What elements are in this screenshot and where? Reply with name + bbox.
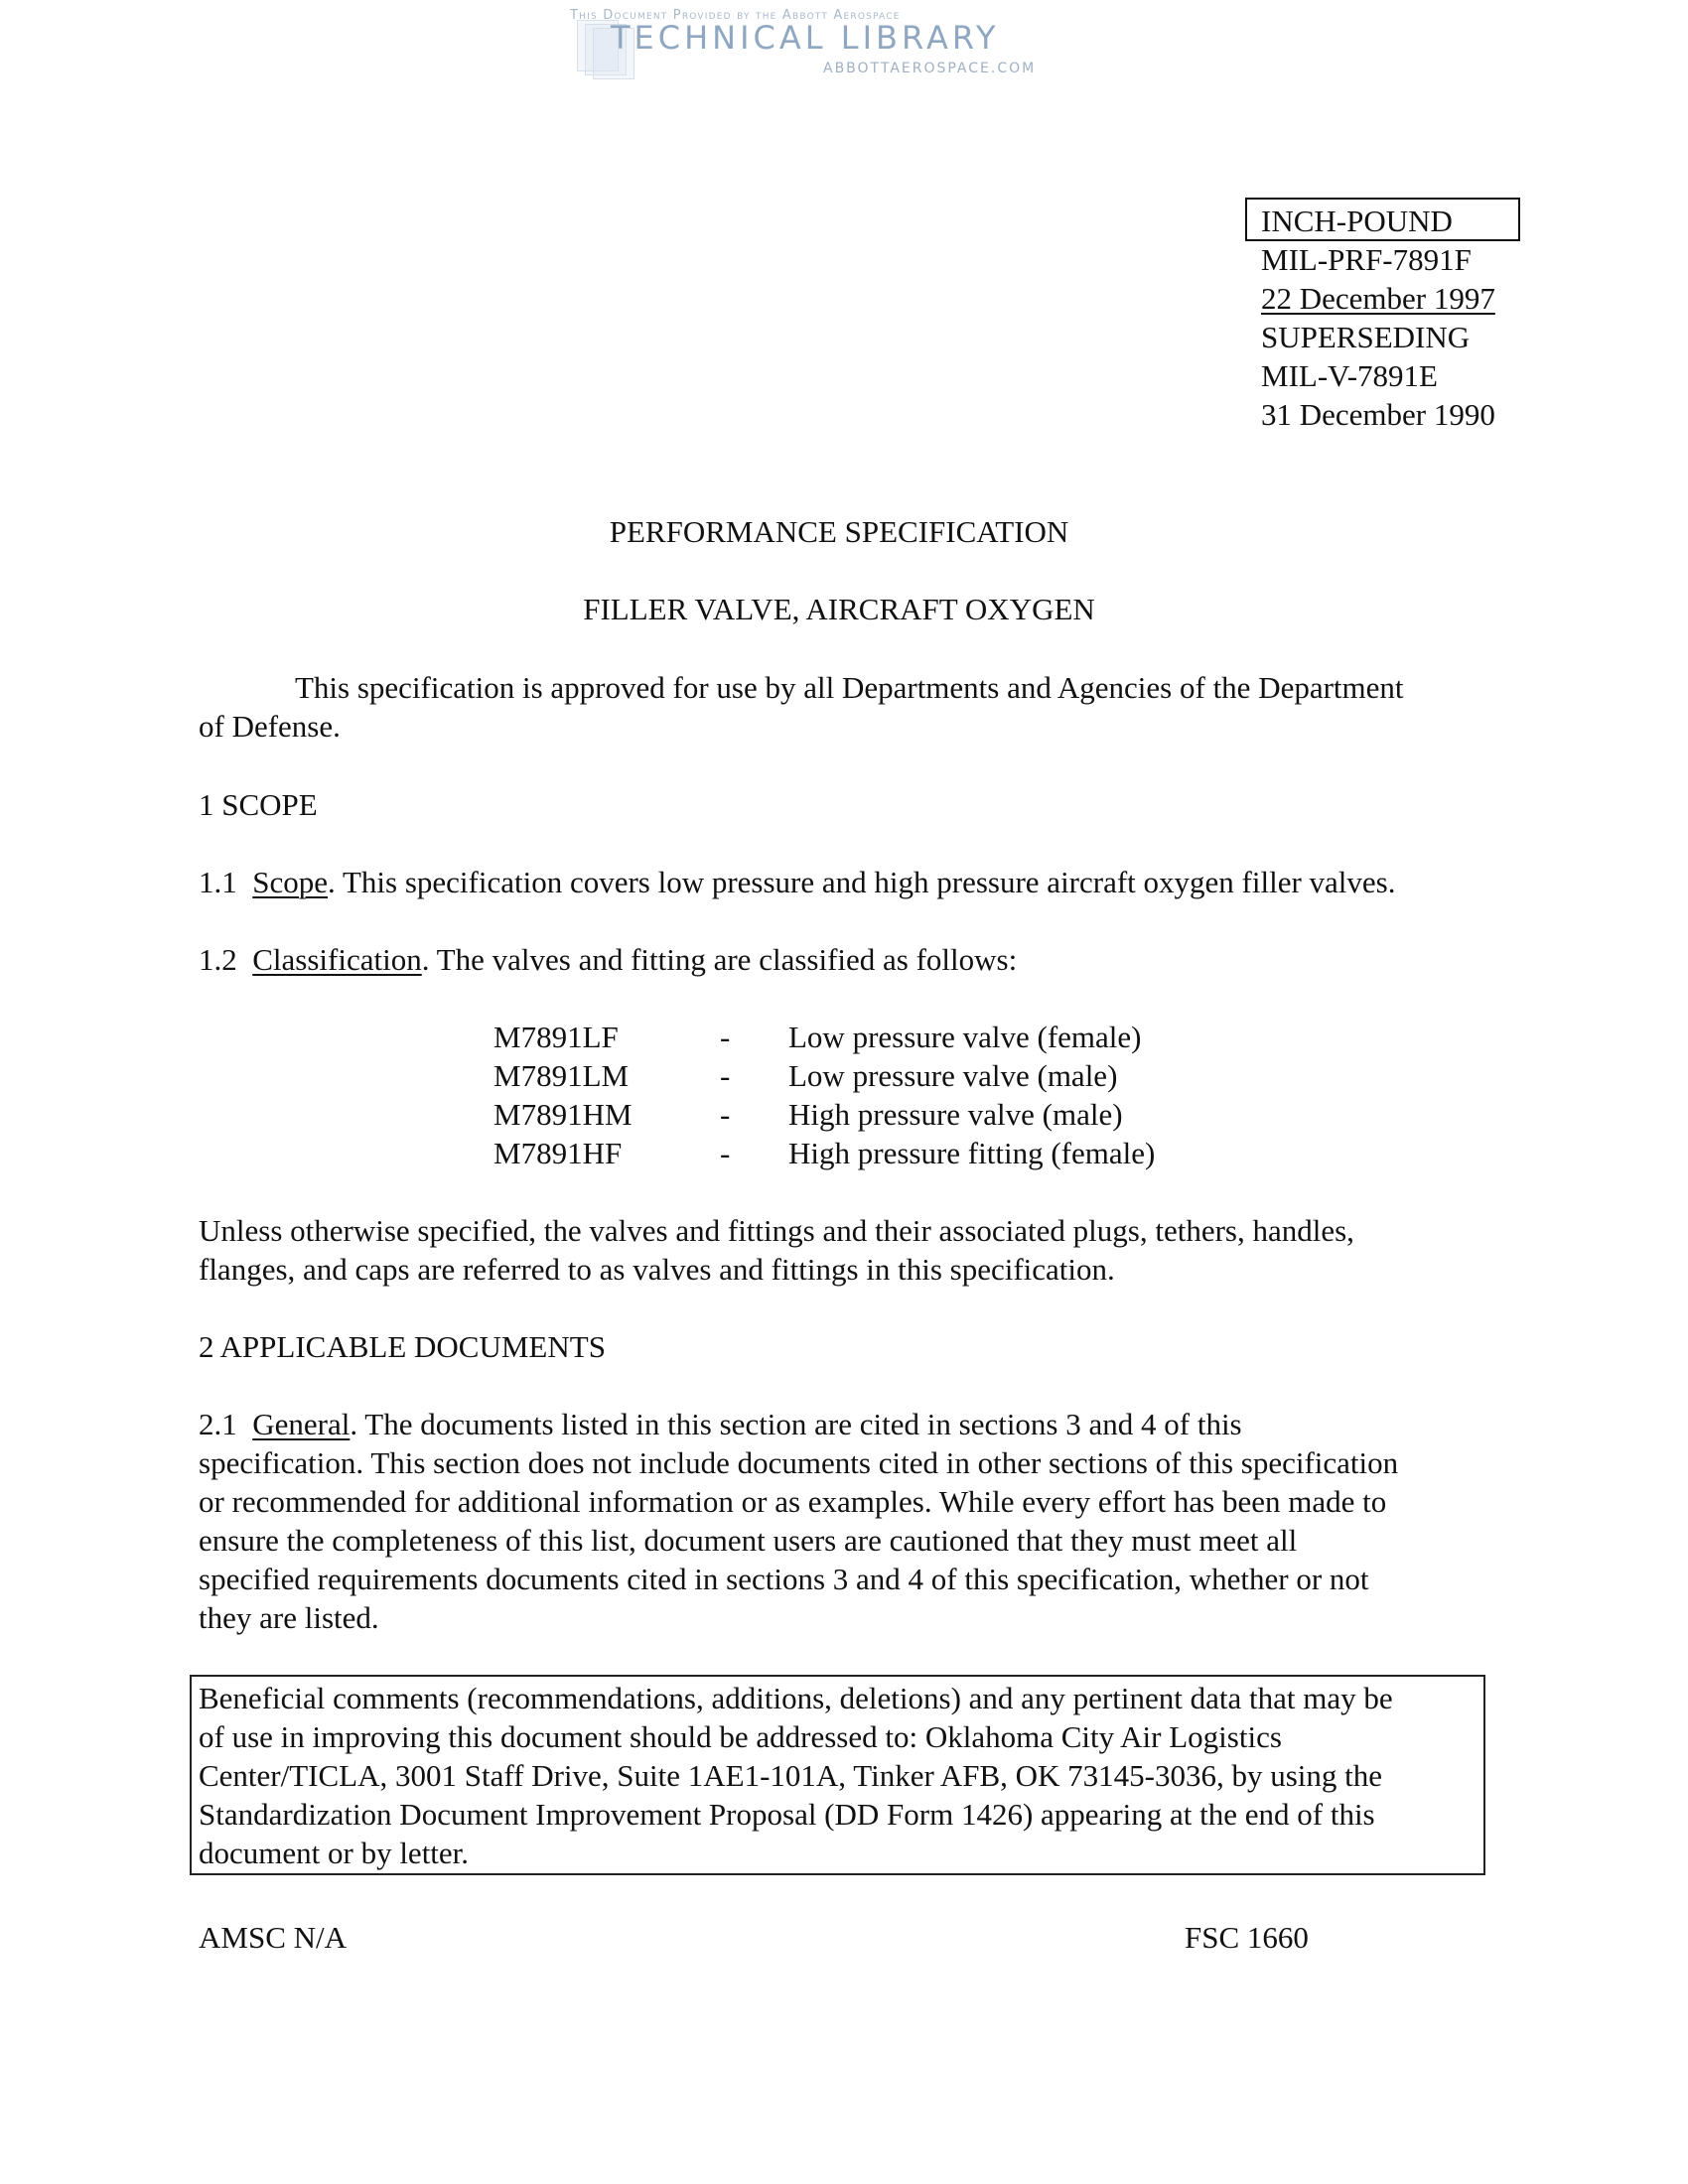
paragraph-title: Scope <box>252 865 329 899</box>
approval-statement-line2: of Defense. <box>199 709 341 744</box>
amsc-code: AMSC N/A <box>199 1920 348 1955</box>
item-description: Low pressure valve (male) <box>788 1058 1118 1093</box>
paragraph-2-1-line2: specification. This section does not include documents cited in other sections of this specification <box>199 1445 1399 1480</box>
item-dash: - <box>720 1020 731 1054</box>
document-date: 22 December 1997 <box>1261 281 1495 316</box>
item-dash: - <box>720 1097 731 1132</box>
watermark-title: TECHNICAL LIBRARY <box>611 19 1000 57</box>
section-2-heading: 2 APPLICABLE DOCUMENTS <box>199 1329 606 1364</box>
paragraph-title: Classification <box>252 942 422 977</box>
paragraph-1-2 <box>199 944 1017 975</box>
superseded-number: MIL-V-7891E <box>1261 358 1438 393</box>
comments-line2: of use in improving this document should be addressed to: Oklahoma City Air Logistics <box>199 1719 1282 1754</box>
approval-statement-line1: This specification is approved for use by all Departments and Agencies of the Department <box>295 670 1404 705</box>
fsc-code: FSC 1660 <box>1185 1920 1309 1955</box>
superseded-date: 31 December 1990 <box>1261 397 1495 432</box>
paragraph-text: . The valves and fitting are classified as follows: <box>421 942 1018 977</box>
classification-note-line1: Unless otherwise specified, the valves and fittings and their associated plugs, tethers, handles, <box>199 1213 1354 1248</box>
specification-type: PERFORMANCE SPECIFICATION <box>609 514 1069 549</box>
specification-subject: FILLER VALVE, AIRCRAFT OXYGEN <box>583 592 1095 626</box>
paragraph-2-1-line5: specified requirements documents cited in sections 3 and 4 of this specification, whether or not <box>199 1562 1369 1596</box>
section-1-heading: 1 SCOPE <box>199 787 318 822</box>
paragraph-number: 1.1 <box>199 865 237 899</box>
item-description: High pressure fitting (female) <box>788 1136 1156 1170</box>
paragraph-text: . This specification covers low pressure and high pressure aircraft oxygen filler valves. <box>328 865 1396 899</box>
comments-line1: Beneficial comments (recommendations, additions, deletions) and any pertinent data that may be <box>199 1681 1393 1715</box>
item-code: M7891HM <box>493 1097 633 1132</box>
paragraph-1-1 <box>199 867 1395 897</box>
watermark-provided-by: This Document Provided by the Abbott Aerospace <box>570 8 901 23</box>
paragraph-number: 2.1 <box>199 1407 237 1441</box>
paragraph-title: General <box>252 1407 351 1441</box>
classification-note-line2: flanges, and caps are referred to as valves and fittings in this specification. <box>199 1252 1115 1287</box>
item-description: Low pressure valve (female) <box>788 1020 1142 1054</box>
watermark-url: ABBOTTAEROSPACE.COM <box>823 61 1037 76</box>
comments-line5: document or by letter. <box>199 1836 470 1870</box>
comments-line4: Standardization Document Improvement Proposal (DD Form 1426) appearing at the end of this <box>199 1797 1375 1832</box>
abbott-technical-library-watermark <box>567 6 1083 77</box>
item-dash: - <box>720 1136 731 1170</box>
item-code: M7891HF <box>493 1136 623 1170</box>
item-code: M7891LM <box>493 1058 630 1093</box>
paragraph-text: . The documents listed in this section are cited in sections 3 and 4 of this <box>350 1407 1242 1441</box>
document-number: MIL-PRF-7891F <box>1261 242 1472 277</box>
item-description: High pressure valve (male) <box>788 1097 1123 1132</box>
item-code: M7891LF <box>493 1020 619 1054</box>
paragraph-2-1-line1 <box>199 1409 1242 1439</box>
paragraph-number: 1.2 <box>199 942 237 977</box>
paragraph-2-1-line3: or recommended for additional information or as examples. While every effort has been made to <box>199 1484 1387 1519</box>
paragraph-2-1-line6: they are listed. <box>199 1600 379 1635</box>
item-dash: - <box>720 1058 731 1093</box>
paragraph-2-1-line4: ensure the completeness of this list, document users are cautioned that they must meet all <box>199 1523 1298 1558</box>
comments-line3: Center/TICLA, 3001 Staff Drive, Suite 1AE1-101A, Tinker AFB, OK 73145-3036, by using the <box>199 1758 1383 1793</box>
measurement-system: INCH-POUND <box>1261 204 1453 238</box>
superseding-label: SUPERSEDING <box>1261 320 1471 354</box>
